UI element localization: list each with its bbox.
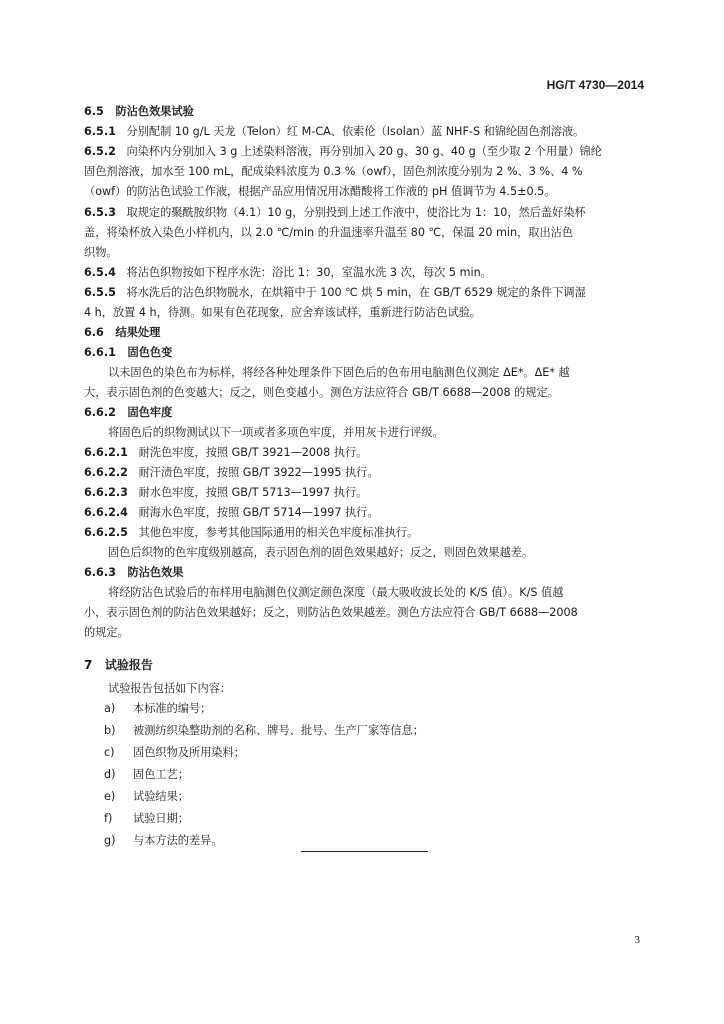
item-text: 被测纺织染整助剂的名称、牌号、批号、生产厂家等信息； [133,724,424,737]
subsection-heading [84,345,172,361]
section-title: 结果处理 [115,326,161,339]
item-label: e) [104,790,116,803]
clause-text-line: （owf）的防沾色试验工作液，根据产品应用情况用冰醋酸将工作液的 pH 值调节为 4.5±0.5。 [84,185,556,198]
clause-number: 6.5.5 [84,286,116,299]
clause [84,265,492,281]
paragraph-line: 小，表示固色剂的防沾色效果越好；反之，则防沾色效果越差。测色方法应符合 GB/T 6688—2008 [84,606,578,619]
subsection-number: 6.6.3 [84,566,116,579]
clause-text-line: 织物。 [84,246,118,259]
clause-number: 6.5.4 [84,266,116,279]
paragraph-line: 试验报告包括如下内容： [108,682,232,695]
item-text: 固色工艺； [133,768,189,781]
subsection-title: 防沾色效果 [127,566,184,579]
clause [84,124,584,140]
item-label: f) [104,812,113,825]
paragraph-line: 将经防沾色试验后的布样用电脑测色仪测定颜色深度（最大吸收波长处的 K/S 值）。K/S 值越 [108,586,564,599]
subsection-heading [84,565,184,581]
item-text: 耐海水色牢度，按照 GB/T 5714—1997 执行。 [138,506,379,519]
end-rule [301,851,428,852]
item-label: g) [104,834,116,847]
clause-text: 将沾色织物按如下程序水洗：浴比 1：30，室温水洗 3 次，每次 5 min。 [126,266,492,279]
clause-text: 将水洗后的沾色织物脱水，在烘箱中于 100 ℃ 烘 5 min，在 GB/T 6529 规定的条件下调湿 [126,286,586,299]
item-number: 6.6.2.1 [84,446,128,459]
item-number: 6.6.2.3 [84,486,128,499]
subsection-heading [84,405,172,421]
item-label: a) [104,702,116,715]
item-text: 与本方法的差异。 [133,834,223,847]
clause [84,205,586,221]
section-title: 防沾色效果试验 [115,105,194,118]
subsection-number: 6.6.1 [84,346,116,359]
clause-text-line: 固色剂溶液，加水至 100 mL，配成染料浓度为 0.3 %（owf），固色剂浓度分别为 2 %、3 %、4 % [84,165,583,178]
clause-text-line: 盖，将染杯放入染色小样机内，以 2.0 ℃/min 的升温速率升温至 80 ℃，保温 20 min，取出沾色 [84,226,574,239]
clause-number: 6.5.3 [84,206,116,219]
item-text: 试验结果； [133,790,189,803]
item-text: 耐汗渍色牢度，按照 GB/T 3922—1995 执行。 [138,466,379,479]
clause-text-line: 4 h，放置 4 h，待测。如果有色花现象，应舍弃该试样，重新进行防沾色试验。 [84,306,482,319]
list-item [84,505,379,521]
list-item [84,525,418,541]
item-number: 6.6.2.5 [84,526,128,539]
section-heading [84,104,194,120]
section-number: 6.6 [84,326,104,339]
item-text: 试验日期； [133,812,189,825]
clause-text: 分别配制 10 g/L 天龙（Telon）红 M-CA、依索伦（Isolan）蓝 NHF-S 和锦纶固色剂溶液。 [126,125,585,138]
subsection-title: 固色牢度 [127,406,173,419]
item-number: 6.6.2.4 [84,506,128,519]
item-text: 本标准的编号； [133,702,212,715]
chapter-title: 试验报告 [104,658,153,672]
item-text: 耐洗色牢度，按照 GB/T 3921—2008 执行。 [138,446,368,459]
list-item [84,465,379,481]
standard-number-header: HG/T 4730—2014 [546,78,644,92]
item-text: 固色织物及所用染料； [133,746,245,759]
item-label: b) [104,724,116,737]
clause-text: 取规定的聚酰胺织物（4.1）10 g，分别投到上述工作液中，使浴比为 1：10，然后盖好染杯 [126,206,586,219]
section-number: 6.5 [84,105,104,118]
chapter-number: 7 [84,658,93,672]
item-label: c) [104,746,115,759]
chapter-heading [84,657,153,673]
item-text: 耐水色牢度，按照 GB/T 5713—1997 执行。 [138,486,368,499]
paragraph-line: 将固色后的织物测试以下一项或者多项色牢度，并用灰卡进行评级。 [108,426,444,439]
paragraph-line: 以未固色的染色布为标样，将经各种处理条件下固色后的色布用电脑测色仪测定 ΔE*。ΔE* 越 [108,366,570,379]
list-item [84,445,367,461]
clause-number: 6.5.1 [84,125,116,138]
paragraph-line: 大，表示固色剂的色变越大；反之，则色变越小。测色方法应符合 GB/T 6688—2008 的规定。 [84,386,559,399]
paragraph-line: 固色后织物的色牢度级别越高，表示固色剂的固色效果越好；反之，则固色效果越差。 [108,546,534,559]
subsection-title: 固色色变 [127,346,173,359]
item-number: 6.6.2.2 [84,466,128,479]
item-label: d) [104,768,116,781]
subsection-number: 6.6.2 [84,406,116,419]
clause-number: 6.5.2 [84,145,116,158]
clause [84,285,586,301]
clause [84,144,602,160]
list-item [84,485,367,501]
page-number: 3 [634,934,640,946]
item-text: 其他色牢度，参考其他国际通用的相关色牢度标准执行。 [138,526,419,539]
section-heading [84,325,160,341]
clause-text: 向染杯内分别加入 3 g 上述染料溶液，再分别加入 20 g、30 g、40 g（至少取 2 个用量）锦纶 [126,145,602,158]
paragraph-line: 的规定。 [84,626,129,639]
